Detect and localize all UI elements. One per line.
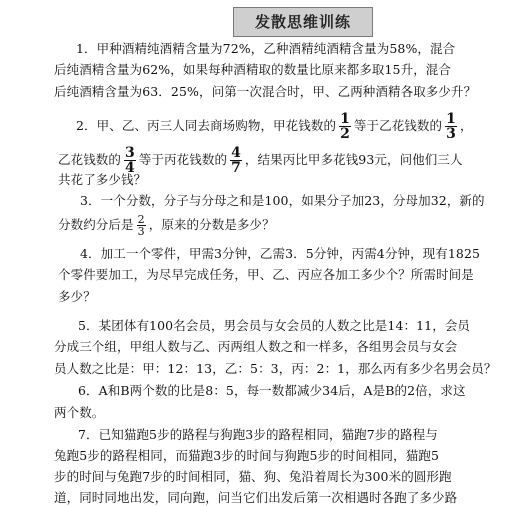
problem-2-line-1: [76, 112, 473, 141]
problem-6-line-2: 两个数。: [54, 405, 105, 420]
fraction-numerator: 1: [340, 111, 350, 127]
fraction-numerator: 4: [231, 145, 241, 161]
fraction-denominator: 4: [125, 160, 135, 176]
fraction-denominator: 3: [137, 225, 145, 238]
problem-5-line-1: 5．某团体有100名会员，男会员与女会员的人数之比是14：11，会员: [78, 318, 471, 333]
problem-4-line-2: 个零件要加工，为尽早完成任务，甲、乙、丙应各加工多少个？所需时间是: [58, 267, 474, 282]
problem-4-line-1: 4．加工一个零件，甲需3分钟，乙需3．5分钟，丙需4分钟，现有1825: [80, 246, 481, 261]
fraction-numerator: 2: [137, 213, 145, 226]
problem-2-text-a: 2．甲、乙、丙三人同去商场购物，甲花钱数的: [76, 118, 337, 133]
problem-2-text-b: 等于乙花钱数的: [353, 118, 443, 133]
fraction-denominator: 2: [340, 126, 350, 142]
fraction-one-half: [339, 112, 351, 141]
problem-2-text-d: 乙花钱数的: [58, 152, 122, 167]
problem-1-line-3: 后纯酒精含量为63．25%，问第一次混合时，甲、乙两种酒精各取多少升？: [54, 84, 477, 99]
fraction-numerator: 3: [125, 145, 135, 161]
problem-3-text-b: ，原来的分数是多少？: [148, 217, 275, 232]
fraction-four-sevenths: [230, 146, 242, 175]
problem-7-line-2: 兔跑5步的路程相同，而猫跑3步的时间与狗跑5步的时间相同，猫跑5: [54, 448, 440, 463]
fraction-numerator: 1: [446, 111, 456, 127]
problem-6-line-1: 6．A和B两个数的比是8：5，每一数都减少34后，A是B的2倍，求这: [78, 383, 466, 398]
fraction-two-thirds: [137, 214, 146, 237]
problem-2-text-e: 等于丙花钱数的: [138, 152, 228, 167]
problem-7-line-1: 7．已知猫跑5步的路程与狗跑3步的路程相同，猫跑7步的路程与: [78, 427, 438, 442]
problem-3-line-1: 3．一个分数，分子与分母之和是100，如果分子加23，分母加32，新的: [80, 193, 485, 208]
page-title: 发散思维训练: [233, 7, 373, 37]
fraction-one-third: [445, 112, 457, 141]
problem-7-line-3: 步的时间与兔跑7步的时间相同，猫、狗、兔沿着周长为300米的圆形跑: [54, 469, 452, 484]
problem-1-line-1: 1．甲种酒精纯酒精含量为72%，乙种酒精纯酒精含量为58%，混合: [76, 41, 456, 56]
problem-1-line-2: 后纯酒精含量为62%，如果每种酒精取的数量比原来都多取15升，混合: [54, 62, 451, 77]
problem-2-text-c: ，: [459, 118, 473, 133]
fraction-denominator: 7: [231, 160, 241, 176]
problem-3-text-a: 分数约分后是: [58, 217, 134, 232]
problem-7-line-4: 道，同时同地出发，同向跑，问当它们出发后第一次相遇时各跑了多少路: [54, 490, 458, 505]
problem-2-line-3: 共花了多少钱？: [58, 172, 147, 187]
problem-5-line-3: 员人数之比是：甲：12：13，乙：5：3，丙：2：1，那么丙有多少名男会员？: [54, 361, 497, 376]
problem-5-line-2: 分成三个组，甲组人数与乙、丙两组人数之和一样多，各组男会员与女会: [54, 339, 458, 354]
problem-2-text-f: ，结果丙比甲多花钱93元，问他们三人: [244, 152, 463, 167]
fraction-denominator: 3: [446, 126, 456, 142]
problem-4-line-3: 多少？: [58, 289, 96, 304]
problem-3-line-2: [58, 214, 275, 237]
